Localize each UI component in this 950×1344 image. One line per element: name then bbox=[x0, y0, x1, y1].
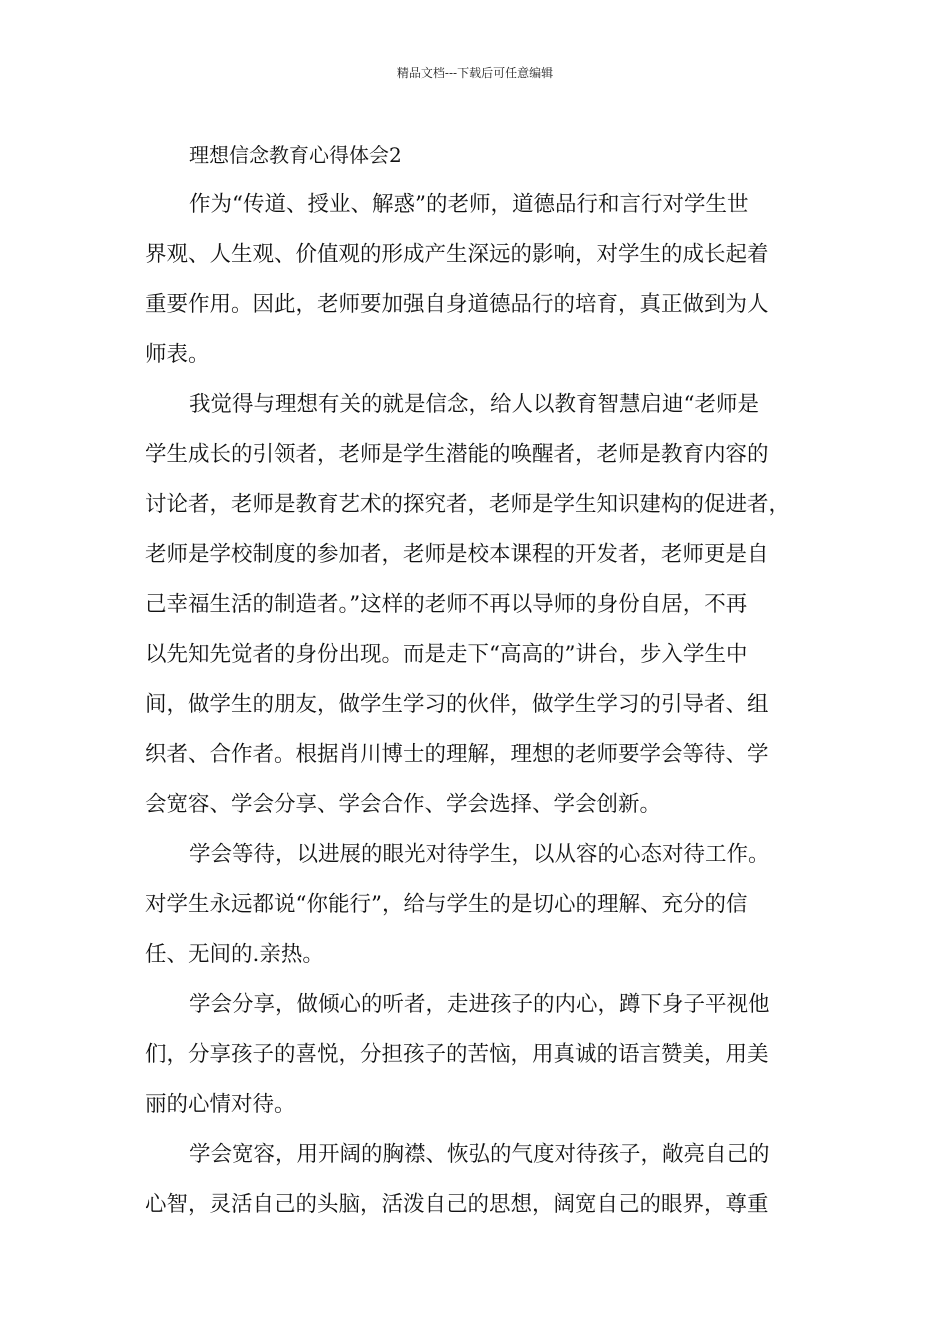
paragraph-5: 学会宽容，用开阔的胸襟、恢弘的气度对待孩子，敞亮自己的 心智，灵活自己的头脑，活泼自己的思想，阔宽自己的眼界，尊重 bbox=[145, 1142, 770, 1217]
document-title: 理想信念教育心得体会2 bbox=[189, 143, 402, 167]
paragraph-3: 学会等待，以进展的眼光对待学生，以从容的心态对待工作。 对学生永远都说“你能行”，给与学生的是切心的理解、充分的信 任、无间的.亲热。 bbox=[145, 842, 770, 967]
paragraph-1: 作为“传道、授业、解惑”的老师，道德品行和言行对学生世 界观、人生观、价值观的形成产生深远的影响，对学生的成长起着 重要作用。因此，老师要加强自身道德品行的培育，真正做到为人 师表。 bbox=[145, 192, 769, 367]
page-header: 精品文档---下载后可任意编辑 bbox=[396, 66, 554, 80]
paragraph-2: 我觉得与理想有关的就是信念，给人以教育智慧启迪“老师是 学生成长的引领者，老师是学生潜能的唤醒者，老师是教育内容的 讨论者，老师是教育艺术的探究者，老师是学生知识建构的促进者， 老师是学校制度的参加者，老师是校本课程的开发者，老师更是自 己幸福生活的制造者。”这样的老师不再以导师的身份自居，不再 以先知先觉者的身份出现。而是走下“高高的”讲台，步入学生中 间，做学生的朋友，做学生学习的伙伴，做学生学习的引导者、组 织者、合作者。根据肖川博士的理解，理想的老师要学会等待、学 会宽容、学会分享、学会合作、学会选择、学会创新。 bbox=[145, 392, 791, 817]
document-body bbox=[145, 130, 810, 1230]
paragraph-4: 学会分享，做倾心的听者，走进孩子的内心，蹲下身子平视他 们，分享孩子的喜悦，分担孩子的苦恼，用真诚的语言赞美，用美 丽的心情对待。 bbox=[145, 992, 770, 1117]
